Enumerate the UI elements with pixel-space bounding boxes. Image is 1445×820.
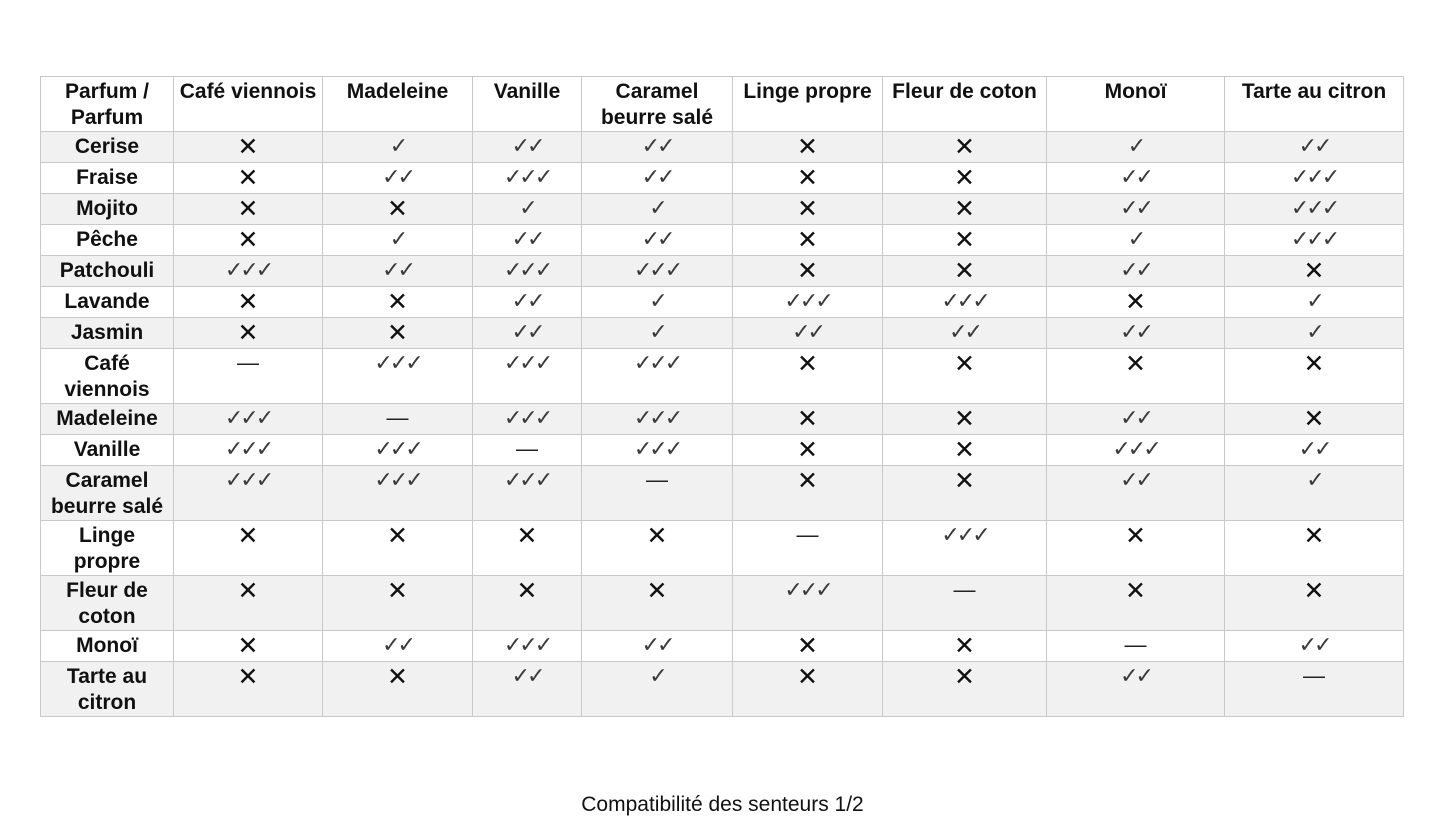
cross-icon: ✕ — [1125, 577, 1146, 605]
compatibility-cell — [323, 662, 473, 717]
cross-icon: ✕ — [954, 133, 975, 161]
compatibility-cell — [582, 318, 733, 349]
row-header: Cerise — [41, 132, 174, 163]
table-row — [41, 132, 1404, 163]
dash-icon: — — [516, 436, 538, 461]
compatibility-cell — [473, 194, 582, 225]
cross-icon: ✕ — [954, 663, 975, 691]
row-header: Monoï — [41, 631, 174, 662]
column-header: Madeleine — [323, 77, 473, 132]
cross-icon: ✕ — [797, 632, 818, 660]
compatibility-cell — [174, 631, 323, 662]
table-row — [41, 225, 1404, 256]
checkmark-icon: ✓✓✓ — [503, 468, 551, 493]
compatibility-cell — [582, 662, 733, 717]
checkmark-icon: ✓✓✓ — [503, 633, 551, 658]
compatibility-cell — [323, 576, 473, 631]
compatibility-cell — [733, 662, 883, 717]
column-header: Café viennois — [174, 77, 323, 132]
compatibility-cell — [323, 287, 473, 318]
compatibility-cell — [1047, 521, 1225, 576]
cross-icon: ✕ — [516, 522, 538, 550]
compatibility-cell — [174, 435, 323, 466]
compatibility-cell — [733, 287, 883, 318]
compatibility-cell — [473, 256, 582, 287]
compatibility-cell — [883, 631, 1047, 662]
cross-icon: ✕ — [954, 436, 975, 464]
cross-icon: ✕ — [797, 195, 818, 223]
dash-icon: — — [796, 522, 819, 547]
checkmark-icon: ✓✓ — [641, 633, 673, 658]
row-header: Madeleine — [41, 404, 174, 435]
checkmark-icon: ✓✓ — [511, 664, 543, 689]
column-header: Tarte au citron — [1225, 77, 1404, 132]
checkmark-icon: ✓ — [649, 320, 665, 345]
checkmark-icon: ✓✓✓ — [224, 406, 272, 431]
header-row — [41, 77, 1404, 132]
compatibility-cell — [323, 466, 473, 521]
cross-icon: ✕ — [237, 133, 259, 161]
dash-icon: — — [237, 350, 259, 375]
compatibility-cell — [733, 163, 883, 194]
checkmark-icon: ✓ — [649, 664, 665, 689]
checkmark-icon: ✓ — [519, 196, 535, 221]
compatibility-cell — [174, 287, 323, 318]
compatibility-cell — [174, 256, 323, 287]
checkmark-icon: ✓✓✓ — [503, 165, 551, 190]
cross-icon: ✕ — [954, 350, 975, 378]
compatibility-cell — [323, 163, 473, 194]
checkmark-icon: ✓✓ — [949, 320, 980, 345]
checkmark-icon: ✓✓ — [1298, 633, 1330, 658]
cross-icon: ✕ — [797, 467, 818, 495]
checkmark-icon: ✓✓✓ — [503, 351, 551, 376]
table-row — [41, 318, 1404, 349]
checkmark-icon: ✓✓ — [1120, 664, 1151, 689]
compatibility-cell — [1047, 132, 1225, 163]
cross-icon: ✕ — [1303, 257, 1325, 285]
compatibility-cell — [323, 318, 473, 349]
checkmark-icon: ✓✓✓ — [224, 437, 272, 462]
compatibility-cell — [323, 194, 473, 225]
dash-icon: — — [386, 405, 409, 430]
checkmark-icon: ✓ — [649, 196, 665, 221]
row-header: Fleur de coton — [41, 576, 174, 631]
compatibility-cell — [582, 576, 733, 631]
compatibility-cell — [1225, 194, 1404, 225]
checkmark-icon: ✓✓ — [511, 134, 543, 159]
compatibility-cell — [473, 132, 582, 163]
compatibility-cell — [1047, 662, 1225, 717]
cross-icon: ✕ — [387, 288, 408, 316]
compatibility-cell — [883, 435, 1047, 466]
compatibility-cell — [1225, 521, 1404, 576]
cross-icon: ✕ — [797, 257, 818, 285]
checkmark-icon: ✓ — [649, 289, 665, 314]
compatibility-cell — [1225, 404, 1404, 435]
compatibility-cell — [174, 349, 323, 404]
cross-icon: ✕ — [237, 522, 259, 550]
compatibility-cell — [174, 662, 323, 717]
compatibility-cell — [473, 225, 582, 256]
column-header: Monoï — [1047, 77, 1225, 132]
compatibility-cell — [733, 256, 883, 287]
cross-icon: ✕ — [646, 522, 668, 550]
checkmark-icon: ✓✓ — [641, 227, 673, 252]
checkmark-icon: ✓ — [1127, 134, 1144, 159]
compatibility-cell — [582, 349, 733, 404]
checkmark-icon: ✓✓ — [1120, 196, 1151, 221]
page-footer: Compatibilité des senteurs 1/2 — [581, 793, 864, 816]
compatibility-cell — [473, 576, 582, 631]
table-row — [41, 256, 1404, 287]
table-body — [41, 132, 1404, 717]
cross-icon: ✕ — [954, 257, 975, 285]
checkmark-icon: ✓✓✓ — [503, 258, 551, 283]
table-row — [41, 287, 1404, 318]
compatibility-cell — [174, 318, 323, 349]
cross-icon: ✕ — [797, 663, 818, 691]
checkmark-icon: ✓✓✓ — [374, 437, 421, 462]
compatibility-cell — [1225, 435, 1404, 466]
dash-icon: — — [953, 577, 976, 602]
checkmark-icon: ✓✓ — [382, 633, 413, 658]
compatibility-cell — [582, 404, 733, 435]
compatibility-cell — [1225, 576, 1404, 631]
checkmark-icon: ✓ — [1306, 468, 1322, 493]
checkmark-icon: ✓ — [389, 227, 406, 252]
table-row — [41, 631, 1404, 662]
cross-icon: ✕ — [797, 133, 818, 161]
checkmark-icon: ✓✓ — [511, 227, 543, 252]
compatibility-cell — [473, 163, 582, 194]
compatibility-cell — [1047, 318, 1225, 349]
checkmark-icon: ✓✓ — [641, 134, 673, 159]
checkmark-icon: ✓✓✓ — [1290, 196, 1338, 221]
table-row — [41, 466, 1404, 521]
compatibility-cell — [582, 631, 733, 662]
compatibility-cell — [582, 163, 733, 194]
cross-icon: ✕ — [954, 195, 975, 223]
cross-icon: ✕ — [237, 632, 259, 660]
compatibility-cell — [473, 466, 582, 521]
cross-icon: ✕ — [797, 436, 818, 464]
compatibility-cell — [174, 225, 323, 256]
compatibility-cell — [883, 318, 1047, 349]
dash-icon: — — [1124, 632, 1147, 657]
compatibility-cell — [323, 631, 473, 662]
row-header: Linge propre — [41, 521, 174, 576]
compatibility-cell — [582, 466, 733, 521]
compatibility-cell — [582, 225, 733, 256]
compatibility-cell — [323, 404, 473, 435]
compatibility-cell — [1225, 256, 1404, 287]
row-header: Café viennois — [41, 349, 174, 404]
checkmark-icon: ✓✓ — [1120, 258, 1151, 283]
compatibility-cell — [473, 435, 582, 466]
cross-icon: ✕ — [1303, 405, 1325, 433]
compatibility-cell — [883, 576, 1047, 631]
checkmark-icon: ✓✓ — [1120, 320, 1151, 345]
compatibility-cell — [883, 287, 1047, 318]
cross-icon: ✕ — [1125, 350, 1146, 378]
cross-icon: ✕ — [387, 663, 408, 691]
compatibility-cell — [174, 404, 323, 435]
compatibility-cell — [1047, 256, 1225, 287]
compatibility-cell — [174, 521, 323, 576]
compatibility-cell — [733, 521, 883, 576]
compatibility-cell — [473, 521, 582, 576]
cross-icon: ✕ — [387, 577, 408, 605]
checkmark-icon: ✓ — [1306, 320, 1322, 345]
checkmark-icon: ✓✓✓ — [224, 258, 272, 283]
cross-icon: ✕ — [646, 577, 668, 605]
cross-icon: ✕ — [954, 405, 975, 433]
table-row — [41, 194, 1404, 225]
cross-icon: ✕ — [797, 226, 818, 254]
checkmark-icon: ✓✓ — [511, 289, 543, 314]
compatibility-cell — [733, 404, 883, 435]
checkmark-icon: ✓ — [389, 134, 406, 159]
compatibility-cell — [733, 225, 883, 256]
row-header: Lavande — [41, 287, 174, 318]
cross-icon: ✕ — [954, 226, 975, 254]
checkmark-icon: ✓✓ — [1298, 134, 1330, 159]
compatibility-cell — [1225, 225, 1404, 256]
checkmark-icon: ✓✓✓ — [1112, 437, 1159, 462]
column-header: Linge propre — [733, 77, 883, 132]
compatibility-cell — [1225, 631, 1404, 662]
compatibility-cell — [473, 631, 582, 662]
compatibility-cell — [733, 194, 883, 225]
compatibility-cell — [582, 287, 733, 318]
checkmark-icon: ✓✓✓ — [941, 289, 988, 314]
compatibility-cell — [883, 466, 1047, 521]
cross-icon: ✕ — [237, 195, 259, 223]
row-header: Pêche — [41, 225, 174, 256]
compatibility-cell — [1047, 225, 1225, 256]
compatibility-cell — [1225, 349, 1404, 404]
checkmark-icon: ✓✓ — [511, 320, 543, 345]
cross-icon: ✕ — [237, 164, 259, 192]
compatibility-cell — [582, 194, 733, 225]
compatibility-cell — [323, 132, 473, 163]
compatibility-cell — [1225, 662, 1404, 717]
compatibility-table-wrapper — [40, 76, 1404, 717]
compatibility-cell — [174, 163, 323, 194]
checkmark-icon: ✓✓✓ — [374, 468, 421, 493]
compatibility-cell — [323, 521, 473, 576]
checkmark-icon: ✓✓ — [382, 258, 413, 283]
cross-icon: ✕ — [387, 195, 408, 223]
column-header: Fleur de coton — [883, 77, 1047, 132]
cross-icon: ✕ — [1125, 288, 1146, 316]
checkmark-icon: ✓✓✓ — [633, 258, 681, 283]
compatibility-cell — [582, 435, 733, 466]
cross-icon: ✕ — [237, 663, 259, 691]
compatibility-cell — [582, 521, 733, 576]
table-row — [41, 576, 1404, 631]
checkmark-icon: ✓ — [1127, 227, 1144, 252]
compatibility-cell — [1225, 287, 1404, 318]
cross-icon: ✕ — [237, 288, 259, 316]
checkmark-icon: ✓✓✓ — [633, 406, 681, 431]
checkmark-icon: ✓✓ — [382, 165, 413, 190]
compatibility-cell — [323, 256, 473, 287]
compatibility-cell — [473, 662, 582, 717]
compatibility-cell — [1225, 318, 1404, 349]
corner-header: Parfum / Parfum — [41, 77, 174, 132]
compatibility-cell — [473, 287, 582, 318]
compatibility-cell — [733, 435, 883, 466]
checkmark-icon: ✓✓✓ — [224, 468, 272, 493]
table-row — [41, 662, 1404, 717]
checkmark-icon: ✓✓✓ — [374, 351, 421, 376]
compatibility-cell — [1047, 349, 1225, 404]
cross-icon: ✕ — [797, 164, 818, 192]
cross-icon: ✕ — [797, 350, 818, 378]
compatibility-cell — [733, 318, 883, 349]
cross-icon: ✕ — [954, 164, 975, 192]
compatibility-cell — [582, 132, 733, 163]
compatibility-cell — [473, 349, 582, 404]
cross-icon: ✕ — [1303, 577, 1325, 605]
checkmark-icon: ✓✓ — [1298, 437, 1330, 462]
table-row — [41, 349, 1404, 404]
cross-icon: ✕ — [1125, 522, 1146, 550]
cross-icon: ✕ — [516, 577, 538, 605]
row-header: Mojito — [41, 194, 174, 225]
checkmark-icon: ✓✓ — [1120, 165, 1151, 190]
compatibility-cell — [883, 194, 1047, 225]
checkmark-icon: ✓✓✓ — [1290, 227, 1338, 252]
compatibility-table — [40, 76, 1404, 717]
compatibility-cell — [883, 349, 1047, 404]
cross-icon: ✕ — [1303, 350, 1325, 378]
compatibility-cell — [883, 404, 1047, 435]
compatibility-cell — [323, 225, 473, 256]
row-header: Vanille — [41, 435, 174, 466]
checkmark-icon: ✓✓✓ — [941, 523, 988, 548]
cross-icon: ✕ — [387, 319, 408, 347]
cross-icon: ✕ — [1303, 522, 1325, 550]
compatibility-cell — [323, 435, 473, 466]
cross-icon: ✕ — [797, 405, 818, 433]
compatibility-cell — [1047, 287, 1225, 318]
row-header: Caramel beurre salé — [41, 466, 174, 521]
compatibility-cell — [1225, 466, 1404, 521]
compatibility-cell — [174, 576, 323, 631]
cross-icon: ✕ — [387, 522, 408, 550]
checkmark-icon: ✓✓✓ — [784, 578, 831, 603]
checkmark-icon: ✓✓ — [1120, 468, 1151, 493]
compatibility-cell — [1047, 576, 1225, 631]
column-header: Caramel beurre salé — [582, 77, 733, 132]
compatibility-cell — [1047, 435, 1225, 466]
compatibility-cell — [473, 404, 582, 435]
table-row — [41, 404, 1404, 435]
row-header: Tarte au citron — [41, 662, 174, 717]
compatibility-cell — [883, 662, 1047, 717]
compatibility-cell — [473, 318, 582, 349]
compatibility-cell — [733, 631, 883, 662]
compatibility-cell — [883, 163, 1047, 194]
compatibility-cell — [883, 256, 1047, 287]
compatibility-cell — [1225, 132, 1404, 163]
cross-icon: ✕ — [954, 467, 975, 495]
checkmark-icon: ✓✓ — [1120, 406, 1151, 431]
compatibility-cell — [323, 349, 473, 404]
cross-icon: ✕ — [954, 632, 975, 660]
checkmark-icon: ✓✓✓ — [633, 351, 681, 376]
cross-icon: ✕ — [237, 577, 259, 605]
compatibility-cell — [1225, 163, 1404, 194]
table-row — [41, 521, 1404, 576]
compatibility-cell — [582, 256, 733, 287]
dash-icon: — — [1303, 663, 1325, 688]
compatibility-cell — [1047, 163, 1225, 194]
compatibility-cell — [1047, 194, 1225, 225]
checkmark-icon: ✓✓✓ — [503, 406, 551, 431]
checkmark-icon: ✓✓✓ — [1290, 165, 1338, 190]
compatibility-cell — [1047, 631, 1225, 662]
dash-icon: — — [646, 467, 668, 492]
row-header: Fraise — [41, 163, 174, 194]
checkmark-icon: ✓✓ — [792, 320, 823, 345]
table-row — [41, 163, 1404, 194]
compatibility-cell — [733, 349, 883, 404]
compatibility-cell — [1047, 404, 1225, 435]
compatibility-cell — [174, 194, 323, 225]
row-header: Jasmin — [41, 318, 174, 349]
row-header: Patchouli — [41, 256, 174, 287]
compatibility-cell — [174, 466, 323, 521]
checkmark-icon: ✓ — [1306, 289, 1322, 314]
checkmark-icon: ✓✓✓ — [784, 289, 831, 314]
compatibility-cell — [1047, 466, 1225, 521]
compatibility-cell — [883, 521, 1047, 576]
compatibility-cell — [883, 225, 1047, 256]
compatibility-cell — [733, 132, 883, 163]
compatibility-cell — [733, 466, 883, 521]
cross-icon: ✕ — [237, 226, 259, 254]
column-header: Vanille — [473, 77, 582, 132]
compatibility-cell — [174, 132, 323, 163]
table-row — [41, 435, 1404, 466]
compatibility-cell — [733, 576, 883, 631]
compatibility-cell — [883, 132, 1047, 163]
cross-icon: ✕ — [237, 319, 259, 347]
checkmark-icon: ✓✓ — [641, 165, 673, 190]
checkmark-icon: ✓✓✓ — [633, 437, 681, 462]
